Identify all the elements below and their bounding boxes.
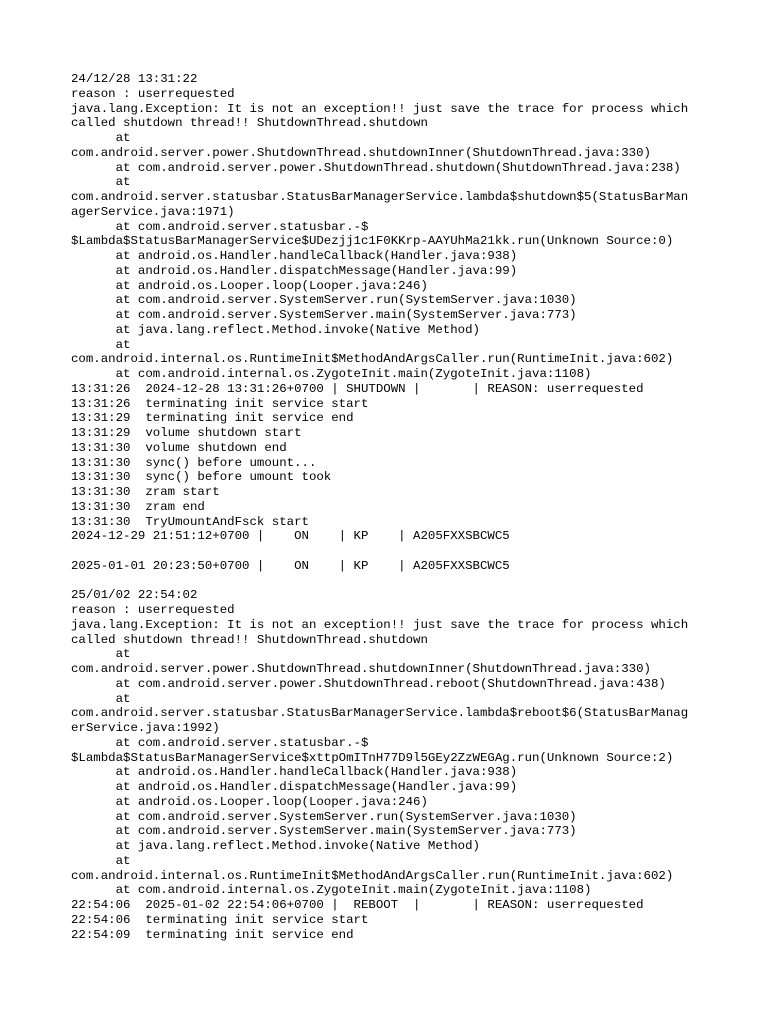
log-line: at java.lang.reflect.Method.invoke(Native Method) [71, 322, 480, 337]
log-line: 13:31:26 2024-12-28 13:31:26+0700 | SHUTDOWN | | REASON: userrequested [71, 381, 644, 396]
log-line [71, 544, 711, 559]
log-line: 13:31:29 terminating init service end [71, 411, 354, 426]
log-line: at [71, 175, 131, 190]
log-line: at [71, 691, 131, 706]
log-line [71, 942, 711, 957]
log-line: erService.java:1992) [71, 721, 220, 735]
log-line: called shutdown thread!! ShutdownThread.shutdown [71, 632, 428, 647]
log-line: agerService.java:1971) [71, 204, 235, 219]
log-line: $Lambda$StatusBarManagerService$UDezjj1c1F0KKrp-AAYUhMa21kk.run(Unknown Source:0) [71, 234, 674, 249]
log-line: at com.android.server.statusbar.-$ [71, 219, 369, 234]
log-line: 2025-01-01 20:23:50+0700 | ON | KP | A205FXXSBCWC5 [71, 558, 510, 573]
log-line: 13:31:30 sync() before umount took [71, 470, 332, 485]
log-line: com.android.server.power.ShutdownThread.shutdownInner(ShutdownThread.java:330) [71, 145, 651, 160]
log-line: at [71, 853, 131, 868]
log-line: at android.os.Looper.loop(Looper.java:246) [71, 794, 428, 809]
log-line: 25/01/02 22:54:02 [71, 588, 198, 603]
log-line: at com.android.server.power.ShutdownThread.shutdown(ShutdownThread.java:238) [71, 160, 681, 175]
log-line: at com.android.server.SystemServer.main(SystemServer.java:773) [71, 824, 577, 839]
log-line: 13:31:26 terminating init service start [71, 396, 369, 411]
log-line: 22:54:06 2025-01-02 22:54:06+0700 | REBOOT | | REASON: userrequested [71, 898, 644, 912]
log-line: 24/12/28 13:31:22 [71, 72, 198, 86]
log-line: 13:31:30 zram start [71, 485, 220, 499]
log-line: at com.android.server.SystemServer.run(SystemServer.java:1030) [71, 293, 577, 308]
log-line: reason : userrequested [71, 603, 235, 617]
log-line: java.lang.Exception: It is not an exception!! just save the trace for process which [71, 617, 689, 632]
log-line: com.android.server.statusbar.StatusBarManagerService.lambda$shutdown$5(StatusBarMan [71, 190, 689, 204]
log-line: at com.android.server.SystemServer.run(SystemServer.java:1030) [71, 809, 577, 824]
log-document [71, 72, 711, 957]
log-line: com.android.internal.os.RuntimeInit$MethodAndArgsCaller.run(RuntimeInit.java:602) [71, 868, 674, 883]
log-line: 13:31:30 volume shutdown end [71, 440, 287, 455]
log-line [71, 574, 711, 589]
log-line: 13:31:30 sync() before umount... [71, 455, 317, 470]
log-line: at com.android.internal.os.ZygoteInit.main(ZygoteInit.java:1108) [71, 367, 592, 381]
log-line: com.android.internal.os.RuntimeInit$MethodAndArgsCaller.run(RuntimeInit.java:602) [71, 352, 674, 367]
log-line: at java.lang.reflect.Method.invoke(Native Method) [71, 839, 480, 853]
log-line: 22:54:06 terminating init service start [71, 912, 369, 927]
log-line: 13:31:29 volume shutdown start [71, 426, 302, 440]
log-line: at android.os.Handler.dispatchMessage(Handler.java:99) [71, 263, 518, 278]
log-line: com.android.server.power.ShutdownThread.shutdownInner(ShutdownThread.java:330) [71, 662, 651, 676]
log-line: reason : userrequested [71, 86, 235, 101]
log-line: at android.os.Handler.handleCallback(Handler.java:938) [71, 249, 518, 263]
log-line: at [71, 337, 131, 352]
log-line: at com.android.server.SystemServer.main(SystemServer.java:773) [71, 308, 577, 322]
log-line: com.android.server.statusbar.StatusBarManagerService.lambda$reboot$6(StatusBarManag [71, 706, 689, 721]
log-line: at com.android.server.power.ShutdownThread.reboot(ShutdownThread.java:438) [71, 676, 666, 691]
log-line: 13:31:30 TryUmountAndFsck start [71, 514, 309, 529]
log-line: at com.android.internal.os.ZygoteInit.main(ZygoteInit.java:1108) [71, 883, 592, 898]
log-line: at [71, 131, 131, 145]
log-line: java.lang.Exception: It is not an exception!! just save the trace for process which [71, 101, 689, 116]
log-line: 2024-12-29 21:51:12+0700 | ON | KP | A205FXXSBCWC5 [71, 529, 510, 544]
log-line: at android.os.Handler.dispatchMessage(Handler.java:99) [71, 780, 518, 794]
log-line: at android.os.Handler.handleCallback(Handler.java:938) [71, 765, 518, 780]
log-line: $Lambda$StatusBarManagerService$xttpOmITnH77D9l5GEy2ZzWEGAg.run(Unknown Source:2) [71, 750, 674, 765]
log-line: at [71, 647, 131, 662]
log-line: at android.os.Looper.loop(Looper.java:246) [71, 278, 428, 293]
log-line: at com.android.server.statusbar.-$ [71, 735, 369, 750]
log-line: 22:54:09 terminating init service end [71, 927, 354, 942]
log-line: called shutdown thread!! ShutdownThread.shutdown [71, 116, 428, 131]
log-line: 13:31:30 zram end [71, 499, 205, 514]
